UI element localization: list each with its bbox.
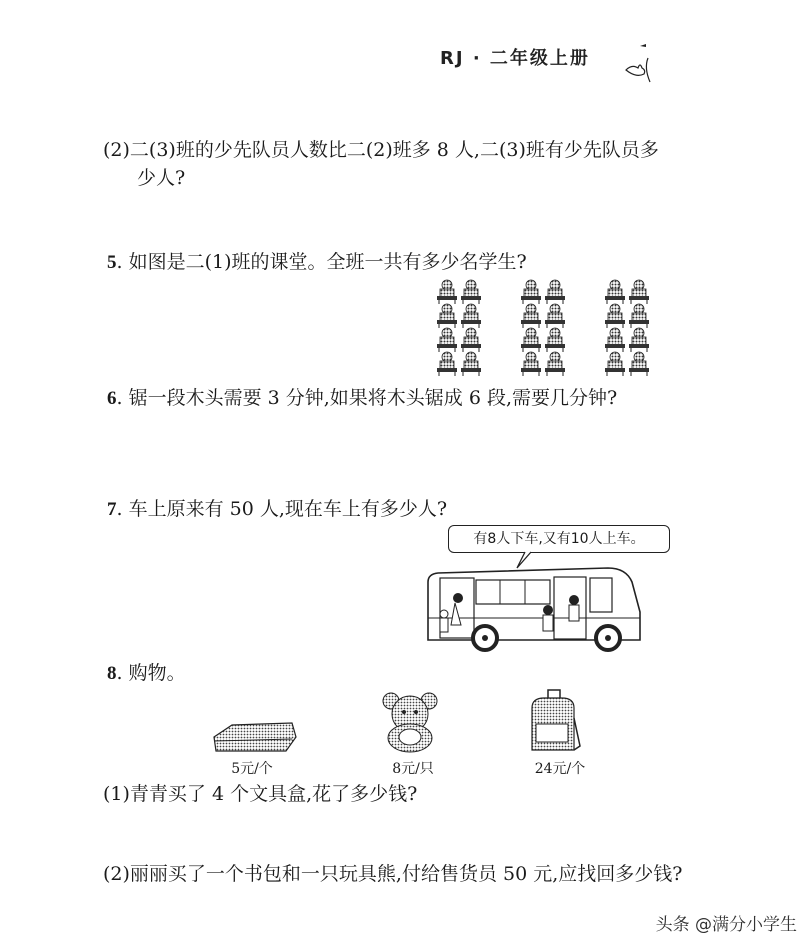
sub-question-label: (2) (103, 139, 130, 161)
question-4-2-continuation: 少人? (137, 167, 186, 189)
watermark: 头条 @满分小学生 (655, 915, 797, 935)
question-text: 青青买了 4 个文具盒,花了多少钱? (129, 783, 418, 805)
speech-bubble: 有8人下车,又有10人上车。 (448, 525, 670, 553)
pencil-case-image (210, 715, 300, 755)
page-header: RJ · 二年级上册 (440, 48, 590, 69)
sub-question-label: (2) (103, 863, 130, 885)
question-8-2 (103, 859, 682, 889)
question-text: . 车上原来有 50 人,现在车上有多少人? (116, 498, 448, 520)
price-backpack: 24元/个 (534, 761, 586, 777)
question-5 (107, 247, 527, 278)
question-number: 8 (107, 663, 117, 684)
question-text: . 如图是二(1)班的课堂。全班一共有多少名学生? (116, 251, 527, 273)
price-pencil-case: 5元/个 (231, 761, 273, 777)
question-number: 7 (107, 499, 117, 520)
price-teddy-bear: 8元/只 (392, 761, 434, 777)
sub-question-label: (1) (103, 783, 130, 805)
question-4-2 (103, 135, 659, 165)
backpack-image (528, 688, 583, 754)
question-6 (107, 383, 617, 414)
question-8-1 (103, 779, 417, 809)
bus-illustration (420, 550, 645, 655)
question-number: 5 (107, 252, 117, 273)
hand-pointing-icon (620, 40, 660, 85)
question-text: 丽丽买了一个书包和一只玩具熊,付给售货员 50 元,应找回多少钱? (129, 863, 683, 885)
teddy-bear-image (382, 692, 438, 754)
question-text: . 购物。 (116, 662, 186, 684)
question-number: 6 (107, 388, 117, 409)
classroom-illustration (435, 278, 660, 378)
question-text: 二(3)班的少先队员人数比二(2)班多 8 人,二(3)班有少先队员多 (129, 139, 659, 161)
question-text: . 锯一段木头需要 3 分钟,如果将木头锯成 6 段,需要几分钟? (116, 387, 618, 409)
question-8 (107, 658, 186, 689)
question-7 (107, 494, 447, 525)
